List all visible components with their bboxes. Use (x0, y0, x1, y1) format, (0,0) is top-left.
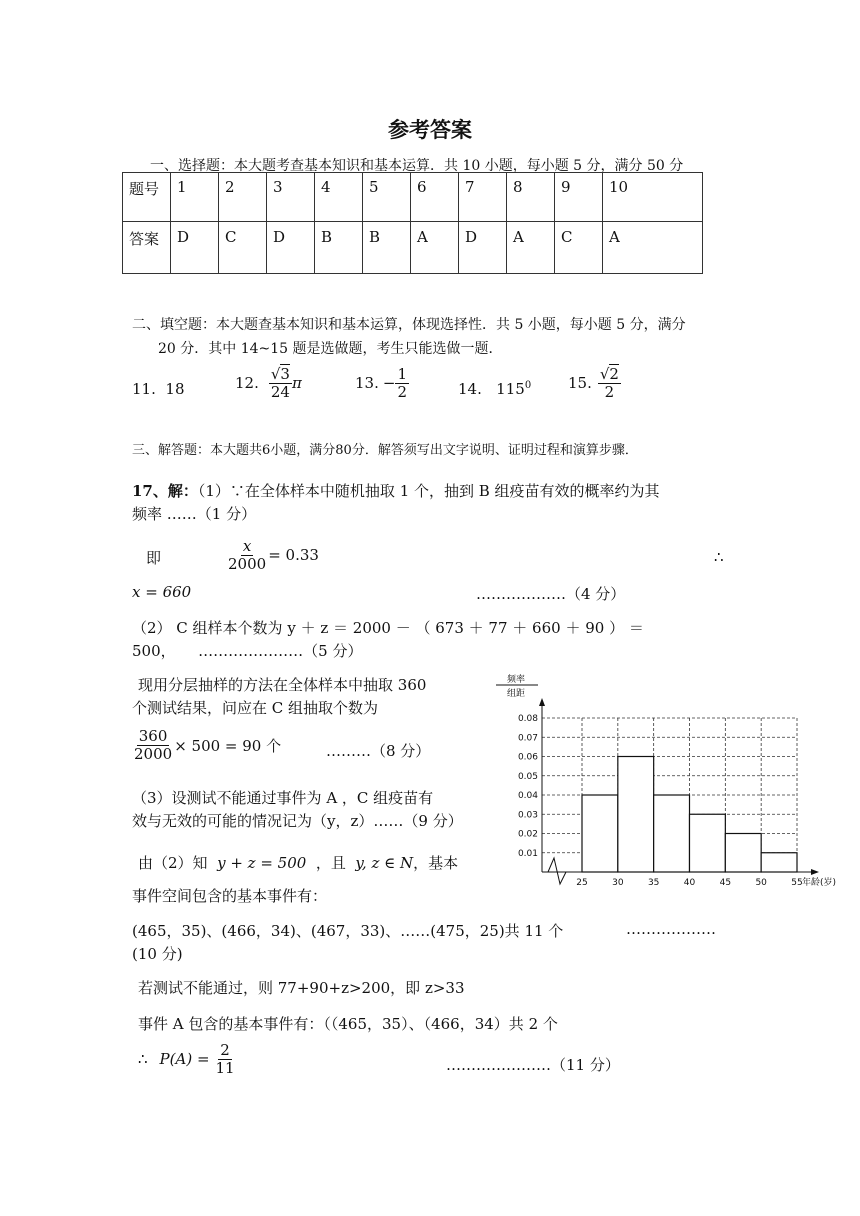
y-tick-label: 0.01 (517, 848, 538, 859)
y-axis-arrow-icon (539, 698, 545, 706)
final-denominator: 11 (215, 1058, 235, 1077)
final-fraction (214, 1042, 237, 1076)
section2-heading-line1: 二、填空题：本大题查基本知识和基本运算，体现选择性．共 5 小题，每小题 5 分，满分 (132, 317, 686, 333)
q17-part3-line7: 若测试不能通过，则 77+90+z>200，即 z>33 (138, 979, 465, 997)
answer-cell: A (603, 222, 703, 274)
q17-part3-set: y, z ∈ N (355, 854, 414, 872)
answer-cell: A (507, 222, 555, 274)
x-tick-label: 30 (612, 878, 624, 888)
score-10-dots: ……………… (626, 920, 716, 938)
sqrt-icon: √ (270, 365, 281, 383)
x-result: x = 660 (132, 583, 192, 601)
answer-cell: C (555, 222, 603, 274)
y-axis-label-bottom: 组距 (506, 689, 526, 699)
answer-14-degree: 0 (524, 380, 532, 391)
table-row-numbers (123, 173, 703, 222)
answer-13-fraction (395, 366, 409, 400)
sqrt-icon: √ (599, 365, 610, 383)
row-label-number: 题号 (123, 173, 171, 222)
answer-13-sign: − (382, 374, 396, 392)
equation-2-rhs: × 500 = 90 个 (174, 736, 282, 755)
histogram-bar (618, 757, 654, 873)
histogram-bar (761, 853, 797, 872)
row-label-answer: 答案 (123, 222, 171, 274)
answer-13-denominator: 2 (397, 382, 407, 401)
equation-2 (132, 728, 281, 762)
answer-12-fraction (269, 366, 292, 400)
histogram-bar (725, 834, 761, 873)
final-numerator: 2 (220, 1041, 230, 1059)
equation-2-fraction (132, 728, 174, 762)
answer-13-numerator: 1 (397, 365, 407, 383)
q17-part3-line4: 事件空间包含的基本事件有： (132, 887, 328, 905)
q17-part3-line5: (465，35)、(466，34)、(467，33)、……(475，25)共 11 个 (132, 922, 564, 940)
y-tick-label: 0.02 (517, 829, 538, 840)
answer-cell: B (363, 222, 411, 274)
axis-break-icon (548, 858, 566, 884)
answer-12-denominator: 24 (270, 382, 290, 401)
y-axis-label-top: 频率 (506, 675, 526, 685)
question-number-cell: 4 (315, 173, 363, 222)
x-tick-label: 50 (755, 878, 767, 888)
answer-12-pi: π (291, 374, 302, 392)
score-4: ………………（4 分） (476, 585, 626, 603)
table-row-answers (123, 222, 703, 274)
q17-line1 (132, 480, 660, 501)
q17-part3-line1: （3）设测试不能通过事件为 A ，C 组疫苗有 (132, 789, 434, 807)
answer-cell: A (411, 222, 459, 274)
answer-15-fraction (598, 366, 621, 400)
histogram-bar (690, 814, 726, 872)
therefore-symbol: ∴ (714, 548, 724, 566)
q17-label: 17、解： (132, 482, 198, 500)
question-number-cell: 6 (411, 173, 459, 222)
q17-part3-line3 (138, 852, 458, 873)
page-title: 参考答案 (388, 117, 472, 142)
answer-15-denominator: 2 (604, 382, 615, 401)
section3-heading: 三、解答题：本大题共6小题，满分80分．解答须写出文字说明、证明过程和演算步骤． (132, 443, 638, 458)
equation-1-denominator: 2000 (228, 554, 267, 573)
score-11: …………………（11 分） (446, 1056, 620, 1074)
x-tick-label: 55 (791, 878, 803, 888)
y-tick-label: 0.03 (517, 810, 538, 821)
answer-12-label: 12. (235, 374, 259, 392)
x-axis-arrow-icon (811, 869, 819, 875)
y-tick-label: 0.04 (517, 791, 538, 801)
question-number-cell: 2 (219, 173, 267, 222)
q17-part2-line4: 个测试结果，问应在 C 组抽取个数为 (132, 699, 379, 717)
answer-14 (458, 380, 531, 398)
answer-14-label: 14. (458, 380, 482, 398)
answer-cell: D (267, 222, 315, 274)
answer-15-label: 15. (568, 374, 592, 392)
equation-1-fraction (226, 538, 268, 572)
answer-11-label: 11. (132, 380, 156, 398)
equation-1 (226, 538, 319, 572)
q17-part3-line6: (10 分) (132, 945, 183, 963)
y-tick-label: 0.08 (517, 714, 538, 724)
answer-12-numerator: 3 (280, 365, 290, 383)
answer-12 (235, 366, 302, 400)
q17-part3-text-b: ，且 (315, 854, 346, 872)
question-number-cell: 9 (555, 173, 603, 222)
equation-1-rhs: = 0.33 (268, 546, 319, 564)
score-8: ………（8 分） (326, 742, 431, 760)
final-therefore: ∴ (138, 1050, 148, 1068)
x-axis-label: 年龄(岁) (802, 878, 837, 888)
answer-14-value: 115 (496, 380, 525, 398)
question-number-cell: 8 (507, 173, 555, 222)
y-tick-label: 0.05 (517, 771, 538, 782)
q17-part3-equation: y + z = 500 (217, 854, 307, 872)
answer-cell: D (171, 222, 219, 274)
final-lhs: P(A) = (159, 1050, 210, 1068)
question-number-cell: 5 (363, 173, 411, 222)
q17-line2: 频率 ……（1 分） (132, 505, 257, 523)
answer-15-numerator: 2 (609, 365, 619, 383)
section1-heading: 一、选择题：本大题考查基本知识和基本运算．共 10 小题，每小题 5 分，满分 50 分 (150, 158, 684, 174)
q17-part3-line2: 效与无效的可能的情况记为（y，z）……（9 分） (132, 812, 463, 830)
question-number-cell: 10 (603, 173, 703, 222)
x-tick-label: 45 (719, 878, 732, 888)
answer-13-label: 13. (355, 374, 379, 392)
q17-part2-line3: 现用分层抽样的方法在全体样本中抽取 360 (138, 676, 427, 694)
q17-ji: 即 (146, 549, 162, 567)
section2-heading-line2: 20 分．其中 14~15 题是选做题，考生只能选做一题． (158, 341, 503, 357)
y-tick-label: 0.07 (517, 733, 538, 744)
q17-part3-text-c: ，基本 (413, 854, 459, 872)
equation-1-numerator: x (242, 537, 252, 555)
x-tick-label: 40 (683, 878, 696, 888)
histogram-bar (654, 795, 690, 872)
answer-cell: D (459, 222, 507, 274)
y-tick-label: 0.06 (517, 752, 538, 763)
equation-2-numerator: 360 (138, 727, 168, 745)
answer-cell: B (315, 222, 363, 274)
q17-part1-text: （1）∵在全体样本中随机抽取 1 个，抽到 B 组疫苗有效的概率约为其 (197, 482, 660, 500)
x-tick-label: 35 (647, 878, 660, 888)
q17-part3-text-a: 由（2）知 (138, 854, 208, 872)
question-number-cell: 3 (267, 173, 315, 222)
answer-15 (568, 366, 621, 400)
answer-13 (355, 366, 409, 400)
answer-cell: C (219, 222, 267, 274)
question-number-cell: 1 (171, 173, 219, 222)
x-tick-label: 25 (576, 878, 588, 888)
frequency-histogram (490, 672, 837, 888)
histogram-bar (582, 795, 618, 872)
answer-11 (132, 380, 185, 398)
q17-part3-line8: 事件 A 包含的基本事件有：（（465，35）、（466，34）共 2 个 (138, 1015, 558, 1033)
final-equation (138, 1042, 237, 1076)
question-number-cell: 7 (459, 173, 507, 222)
q17-part2-line1: （2） C 组样本个数为 y ＋ z ＝ 2000 － （ 673 ＋ 77 ＋ 660 ＋ 90 ） ＝ (132, 619, 644, 637)
answer-table (122, 172, 703, 274)
answer-11-value: 18 (165, 380, 185, 398)
equation-2-denominator: 2000 (134, 744, 173, 763)
q17-part2-line2: 500， …………………（5 分） (132, 642, 363, 660)
